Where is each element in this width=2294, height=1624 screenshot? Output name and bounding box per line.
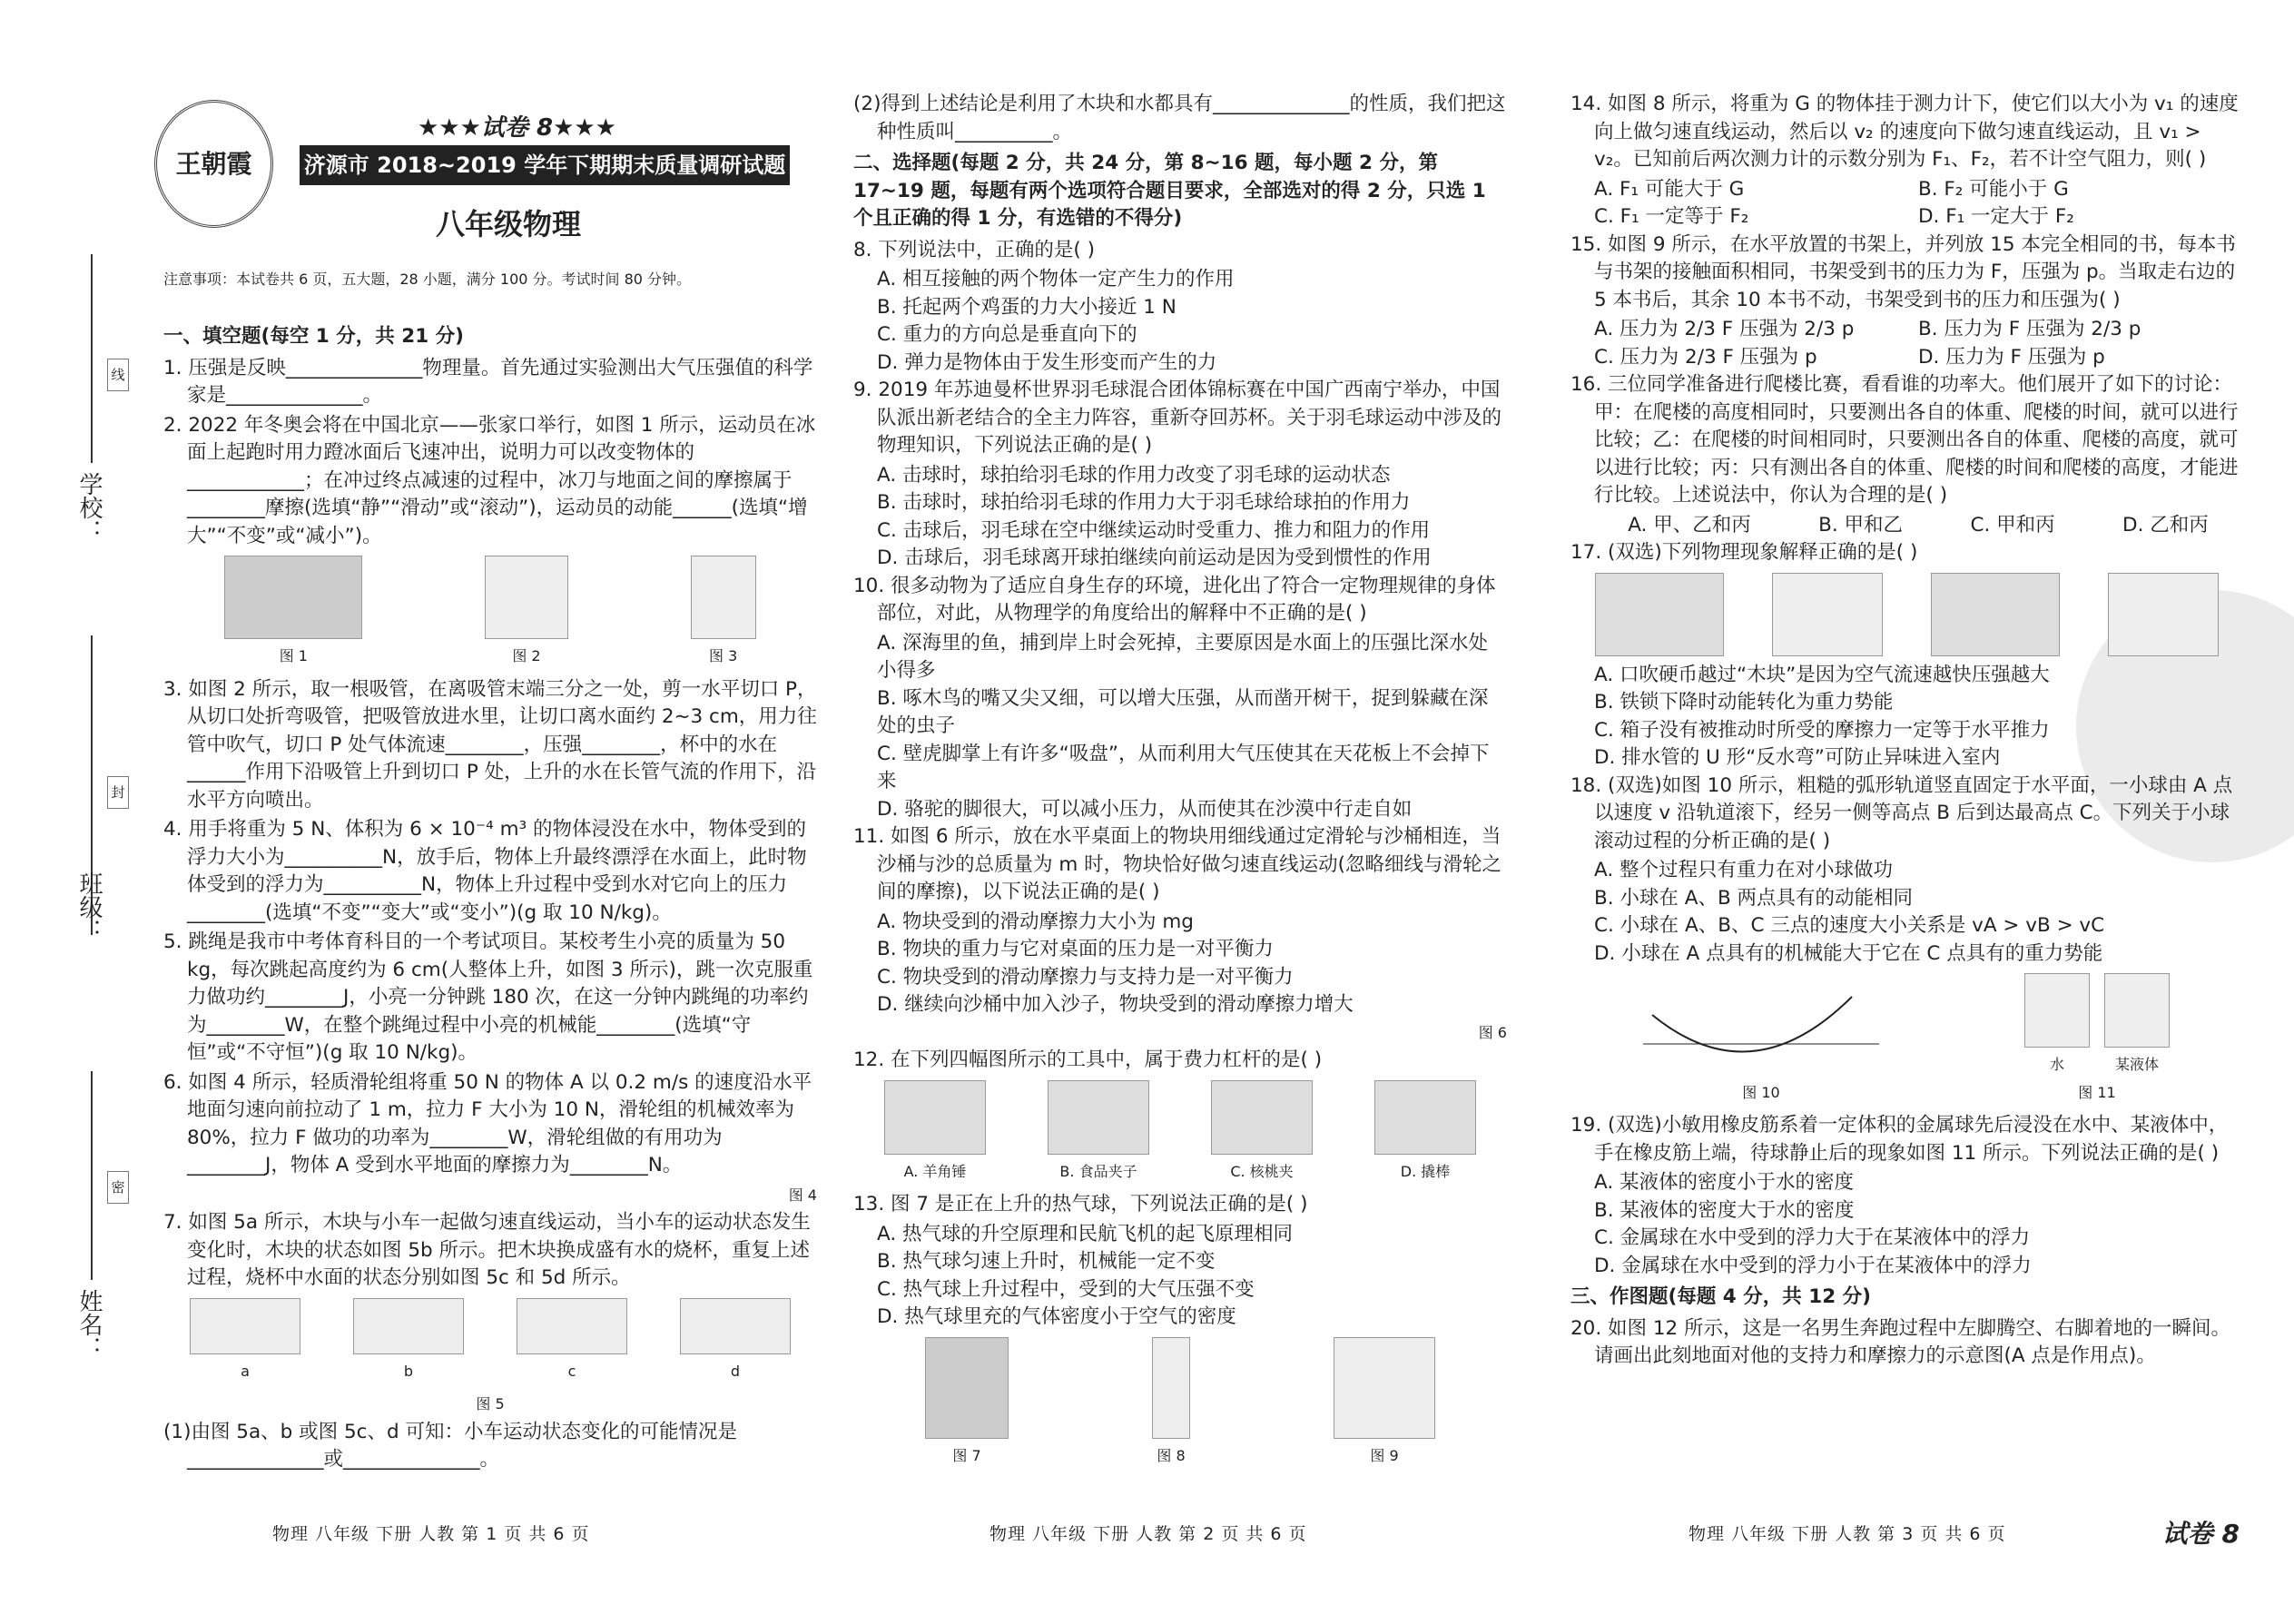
skater-image — [224, 556, 362, 639]
figure-caption: c — [567, 1362, 576, 1380]
binding-line — [91, 254, 93, 463]
option: C. 核桃夹 — [1230, 1162, 1294, 1180]
option: A. 甲、乙和丙 — [1628, 513, 1751, 536]
spring-scale-image — [1152, 1337, 1190, 1439]
option: A. 整个过程只有重力在对小球做功 — [1594, 859, 1893, 881]
box-push-image — [1931, 573, 2060, 656]
cart-image — [680, 1298, 791, 1354]
figure-caption: 图 11 — [2078, 1083, 2116, 1101]
binding-line — [91, 1071, 93, 1280]
option: D. 击球后，羽毛球离开球拍继续向前运动是因为受到惯性的作用 — [877, 546, 1432, 569]
nutcracker-image — [1211, 1080, 1313, 1155]
option: C. 金属球在水中受到的浮力大于在某液体中的浮力 — [1594, 1226, 2031, 1249]
figure-caption: 图 2 — [512, 647, 541, 664]
figure — [1211, 1080, 1313, 1186]
figure — [925, 1337, 1009, 1471]
figure-caption: 图 4 — [788, 1186, 817, 1204]
beaker-image — [2024, 973, 2090, 1048]
hammer-image — [884, 1080, 986, 1155]
option: D. 排水管的 U 形“反水弯”可防止异味进入室内 — [1594, 746, 2001, 769]
question-12: 12. 在下列四幅图所示的工具中，属于费力杠杆的是( ) — [853, 1048, 1323, 1071]
figure — [691, 556, 756, 671]
option: A. 物块受到的滑动摩擦力大小为 mg — [877, 910, 1194, 933]
notice: 注意事项：本试卷共 6 页，五大题，28 小题，满分 100 分。考试时间 80 分钟。 — [163, 271, 692, 288]
question-10: 10. 很多动物为了适应自身生存的环境，进化出了符合一定物理规律的身体部位，对此，从物理学的角度给出的解释中不正确的是( ) — [853, 574, 1496, 625]
question-5: 5. 跳绳是我市中考体育科目的一个考试项目。某校考生小亮的质量为 50 kg，每次跳起高度约为 6 cm(人整体上升，如图 3 所示)，跳一次克服重力做功约________J，小亮一分钟跳 180 次，在这一分钟内跳绳的功率约为________W，在整个跳绳过程中小亮的机械能________(选填“守恒”或“不守恒”)(g 取 10 N/kg)。 — [163, 930, 813, 1064]
brand-logo: 王朝霞 — [154, 100, 273, 228]
question-20: 20. 如图 12 所示，这是一名男生奔跑过程中左脚腾空、右脚着地的一瞬间。请画出此刻地面对他的支持力和摩擦力的示意图(A 点是作用点)。 — [1570, 1316, 2231, 1367]
option: D. 热气球里充的气体密度小于空气的密度 — [877, 1305, 1236, 1328]
figure — [1643, 979, 1879, 1107]
figure — [353, 1298, 464, 1386]
option: B. 啄木鸟的嘴又尖又细，可以增大压强，从而凿开树干，捉到躲藏在深处的虫子 — [877, 686, 1489, 737]
option: A. 口吹硬币越过“木块”是因为空气流速越快压强越大 — [1594, 663, 2050, 686]
exam-title: 济源市 2018~2019 学年下期期末质量调研试题 — [300, 145, 790, 185]
figure — [680, 1298, 791, 1386]
figure-caption: 图 6 — [1478, 1023, 1507, 1041]
balloon-image — [925, 1337, 1009, 1439]
figure-row — [1570, 973, 2242, 1107]
binding-margin — [0, 0, 136, 1624]
subject-title: 八年级物理 — [436, 207, 582, 241]
option: D. 弹力是物体由于发生形变而产生的力 — [877, 350, 1217, 374]
coin-image — [1595, 573, 1724, 656]
figure-row — [163, 1298, 817, 1386]
option: D. 小球在 A 点具有的机械能大于它在 C 点具有的重力势能 — [1594, 941, 2103, 965]
bookshelf-image — [1334, 1337, 1435, 1439]
question-8: 8. 下列说法中，正确的是( ) — [853, 238, 1095, 261]
option: C. 甲和丙 — [1970, 513, 2055, 536]
option: C. 压力为 2/3 F 压强为 p — [1594, 345, 1817, 369]
question-2: 2. 2022 年冬奥会将在中国北京——张家口举行，如图 1 所示，运动员在冰面上起跑时用力蹬冰面后飞速冲出，说明力可以改变物体的____________；在冲过终点减速的过程中，冰刀与地面之间的摩擦属于________摩擦(选填“静”“滑动”或“滚动”)，运动员的动能______(选填“增大”“不变”或“减小”)。 — [163, 413, 816, 547]
cart-image — [190, 1298, 300, 1354]
section-heading: 三、作图题(每题 4 分，共 12 分) — [1570, 1285, 1871, 1308]
option: D. 乙和丙 — [2122, 513, 2209, 536]
question-6: 6. 如图 4 所示，轻质滑轮组将重 50 N 的物体 A 以 0.2 m/s 的速度沿水平地面匀速向前拉动了 1 m，拉力 F 大小为 10 N，滑轮组的机械效率为 80%，拉力 F 做功的功率为________W，滑轮组做的有用功为________J，物体 A 受到水平地面的摩擦力为________N。 — [163, 1070, 812, 1176]
option: C. 热气球上升过程中，受到的大气压强不变 — [877, 1277, 1255, 1301]
option: B. 某液体的密度大于水的密度 — [1594, 1198, 1855, 1222]
option: B. F₂ 可能小于 G — [1918, 177, 2069, 201]
figure — [163, 1182, 817, 1210]
question-7-1: (1)由图 5a、b 或图 5c、d 可知：小车运动状态变化的可能情况是______________或______________。 — [163, 1420, 737, 1471]
cart-image — [353, 1298, 464, 1354]
question-14: 14. 如图 8 所示，将重为 G 的物体挂于测力计下，使它们以大小为 v₁ 的速度向上做匀速直线运动，然后以 v₂ 的速度向下做匀速直线运动，且 v₁ > v₂。已知前后两次测力计的示数分别为 F₁、F₂，若不计空气阻力，则( ) — [1570, 93, 2239, 171]
option: D. 撬棒 — [1400, 1162, 1451, 1180]
crowbar-image — [1374, 1080, 1476, 1155]
name-label: 姓名： — [75, 1289, 103, 1360]
figure-row — [853, 1337, 1507, 1471]
option: D. 金属球在水中受到的浮力小于在某液体中的浮力 — [1594, 1254, 2032, 1277]
jumprope-image — [691, 556, 756, 639]
figure-caption: 图 8 — [1157, 1446, 1186, 1464]
figure — [853, 1019, 1507, 1048]
column-3 — [1570, 91, 2242, 1373]
option: A. 羊角锤 — [903, 1162, 967, 1180]
question-18: 18. (双选)如图 10 所示，粗糙的弧形轨道竖直固定于水平面，一小球由 A 点以速度 v 沿轨道滚下，经另一侧等高点 B 后到达最高点 C。下列关于小球滚动过程的分析正确的是( ) — [1570, 773, 2233, 852]
option: B. 甲和乙 — [1818, 513, 1904, 536]
class-label: 班级： — [75, 871, 103, 942]
pendulum-image — [1772, 573, 1883, 656]
figure — [517, 1298, 627, 1386]
option: C. 物块受到的滑动摩擦力与支持力是一对平衡力 — [877, 965, 1294, 989]
figure-caption: b — [403, 1362, 414, 1380]
beaker-image — [2104, 973, 2170, 1048]
seal-mark: 线 — [107, 359, 129, 391]
page-footer: 物理 八年级 下册 人教 第 2 页 共 6 页 — [989, 1524, 1307, 1544]
option: B. 物块的重力与它对桌面的压力是一对平衡力 — [877, 938, 1274, 960]
options — [1570, 316, 2242, 371]
option: C. 箱子没有被推动时所受的摩擦力一定等于水平推力 — [1594, 718, 2050, 742]
question-4: 4. 用手将重为 5 N、体积为 6 × 10⁻⁴ m³ 的物体浸没在水中，物体受到的浮力大小为__________N，放手后，物体上升最终漂浮在水面上，此时物体受到的浮力为__________N，物体上升过程中受到水对它向上的压力________(选填“不变”“变大”或“变小”)(g 取 10 N/kg)。 — [163, 818, 807, 924]
section-heading: 一、填空题(每空 1 分，共 21 分) — [163, 325, 464, 348]
option: B. 击球时，球拍给羽毛球的作用力大于羽毛球给球拍的作用力 — [877, 491, 1411, 514]
column-1 — [163, 320, 817, 1476]
figure-caption: d — [730, 1362, 741, 1380]
figure — [884, 1080, 986, 1186]
page-footer: 物理 八年级 下册 人教 第 1 页 共 6 页 — [272, 1524, 590, 1544]
beaker-label: 水 — [2049, 1056, 2064, 1073]
beaker — [2024, 973, 2090, 1079]
question-13: 13. 图 7 是正在上升的热气球，下列说法正确的是( ) — [853, 1193, 1308, 1216]
question-7-2: (2)得到上述结论是利用了木块和水都具有______________的性质，我们把这种性质叫__________。 — [853, 93, 1506, 143]
figure — [224, 556, 362, 671]
question-15: 15. 如图 9 所示，在水平放置的书架上，并列放 15 本完全相同的书，每本书与书架的接触面积相同，书架受到书的压力为 F，压强为 p。当取走右边的 5 本书后，其余 10 本书不动，书架受到书的压力和压强为( ) — [1570, 232, 2236, 311]
paper-badge: 试卷 8 — [2161, 1519, 2240, 1549]
tongs-image — [1048, 1080, 1149, 1155]
option: A. 热气球的升空原理和民航飞机的起飞原理相同 — [877, 1222, 1294, 1245]
option: A. 深海里的鱼，捕到岸上时会死掉，主要原因是水面上的压强比深水处小得多 — [877, 631, 1489, 682]
option: B. 小球在 A、B 两点具有的动能相同 — [1594, 886, 1914, 910]
figure — [1152, 1337, 1190, 1471]
figure-row — [1570, 573, 2242, 656]
option: C. 重力的方向总是垂直向下的 — [877, 323, 1137, 346]
figure-caption: 图 9 — [1370, 1446, 1399, 1464]
option: C. F₁ 一定等于 F₂ — [1594, 205, 1749, 228]
question-11: 11. 如图 6 所示，放在水平桌面上的物块用细线通过定滑轮与沙桶相连，当沙桶与沙的总质量为 m 时，物块恰好做匀速直线运动(忽略细线与滑轮之间的摩擦)，以下说法正确的是( ) — [853, 825, 1502, 903]
question-16: 16. 三位同学准备进行爬楼比赛，看看谁的功率大。他们展开了如下的讨论：甲：在爬楼的高度相同时，只要测出各自的体重、爬楼的时间，就可以进行比较；乙：在爬楼的时间相同时，只要测出各自的体重、爬楼的高度，就可以进行比较；丙：只有测出各自的体重、爬楼的时间和爬楼的高度，才能进行比较。上述说法中，你认为合理的是( ) — [1570, 373, 2239, 507]
option: A. 相互接触的两个物体一定产生力的作用 — [877, 268, 1235, 290]
option: A. 某液体的密度小于水的密度 — [1594, 1171, 1854, 1194]
u-pipe-image — [2108, 573, 2219, 656]
figure — [190, 1298, 300, 1386]
beaker — [2104, 973, 2170, 1079]
option: B. 托起两个鸡蛋的力大小接近 1 N — [877, 295, 1177, 319]
straw-image — [485, 556, 568, 639]
arc-track-diagram — [1643, 979, 1879, 1069]
option: A. F₁ 可能大于 G — [1594, 177, 1745, 201]
seal-mark: 密 — [107, 1171, 129, 1204]
question-1: 1. 压强是反映______________物理量。首先通过实验测出大气压强值的科学家是______________。 — [163, 356, 813, 407]
figure-caption: 图 3 — [709, 647, 738, 664]
section-heading: 二、选择题(每题 2 分，共 24 分，第 8~16 题，每小题 2 分，第 17~19 题，每题有两个选项符合题目要求，全部选对的得 2 分，只选 1 个且正确的得 1 分，有选错的不得分) — [853, 152, 1486, 230]
seal-mark: 封 — [107, 776, 129, 809]
option: B. 铁锁下降时动能转化为重力势能 — [1594, 691, 1894, 714]
figure — [485, 556, 568, 671]
cart-image — [517, 1298, 627, 1354]
figure — [1048, 1080, 1149, 1186]
question-7: 7. 如图 5a 所示，木块与小车一起做匀速直线运动，当小车的运动状态发生变化时，木块的状态如图 5b 所示。把木块换成盛有水的烧杯，重复上述过程，烧杯中水面的状态分别如图 5c 和 5d 所示。 — [163, 1211, 811, 1289]
option: B. 压力为 F 压强为 2/3 p — [1918, 318, 2141, 340]
school-label: 学校： — [75, 472, 103, 543]
figure-row — [163, 556, 817, 671]
figure-caption: 图 10 — [1742, 1083, 1780, 1101]
page-footer: 物理 八年级 下册 人教 第 3 页 共 6 页 — [1689, 1524, 2006, 1544]
option: D. 压力为 F 压强为 p — [1918, 345, 2105, 369]
figure — [1374, 1080, 1476, 1186]
column-2 — [853, 91, 1507, 1475]
options — [1570, 176, 2242, 231]
figure — [163, 1391, 817, 1419]
figure-row — [853, 1080, 1507, 1186]
option: A. 击球时，球拍给羽毛球的作用力改变了羽毛球的运动状态 — [877, 463, 1391, 487]
figure-caption: 图 1 — [279, 647, 308, 664]
option: C. 击球后，羽毛球在空中继续运动时受重力、推力和阻力的作用 — [877, 518, 1431, 542]
paper-number: ★★★试卷 8★★★ — [418, 114, 616, 142]
beaker-label: 某液体 — [2114, 1056, 2159, 1073]
option: D. 骆驼的脚很大，可以减小压力，从而使其在沙漠中行走自如 — [877, 797, 1413, 821]
option: C. 小球在 A、B、C 三点的速度大小关系是 vA > vB > vC — [1594, 914, 2105, 937]
figure-caption: 图 5 — [476, 1395, 505, 1412]
option: A. 压力为 2/3 F 压强为 2/3 p — [1594, 318, 1855, 340]
beakers — [2024, 973, 2170, 1079]
question-17: 17. (双选)下列物理现象解释正确的是( ) — [1570, 541, 1918, 564]
figure — [1334, 1337, 1435, 1471]
option: C. 壁虎脚掌上有许多“吸盘”，从而利用大气压使其在天花板上不会掉下来 — [877, 742, 1490, 792]
figure-caption: a — [241, 1362, 250, 1380]
option: B. 食品夹子 — [1059, 1162, 1137, 1180]
options — [1570, 512, 2242, 540]
question-3: 3. 如图 2 所示，取一根吸管，在离吸管末端三分之一处，剪一水平切口 P，从切口处折弯吸管，把吸管放进水里，让切口离水面约 2~3 cm，用力往管中吹气，切口 P 处气体流速________，压强________，杯中的水在______作用下沿吸管上升到切口 P 处，上升的水在长管气流的作用下，沿水平方向喷出。 — [163, 677, 817, 812]
option: D. 继续向沙桶中加入沙子，物块受到的滑动摩擦力增大 — [877, 993, 1354, 1016]
question-19: 19. (双选)小敏用橡皮筋系着一定体积的金属球先后浸没在水中、某液体中，手在橡皮筋上端，待球静止后的现象如图 11 所示。下列说法正确的是( ) — [1570, 1114, 2229, 1165]
figure-caption: 图 7 — [952, 1446, 981, 1464]
question-9: 9. 2019 年苏迪曼杯世界羽毛球混合团体锦标赛在中国广西南宁举办，中国队派出新老结合的全主力阵容，重新夺回苏杯。关于羽毛球运动中涉及的物理知识，下列说法正确的是( ) — [853, 379, 1502, 457]
figure — [2024, 973, 2170, 1107]
option: B. 热气球匀速上升时，机械能一定不变 — [877, 1250, 1216, 1273]
option: D. F₁ 一定大于 F₂ — [1918, 205, 2074, 228]
